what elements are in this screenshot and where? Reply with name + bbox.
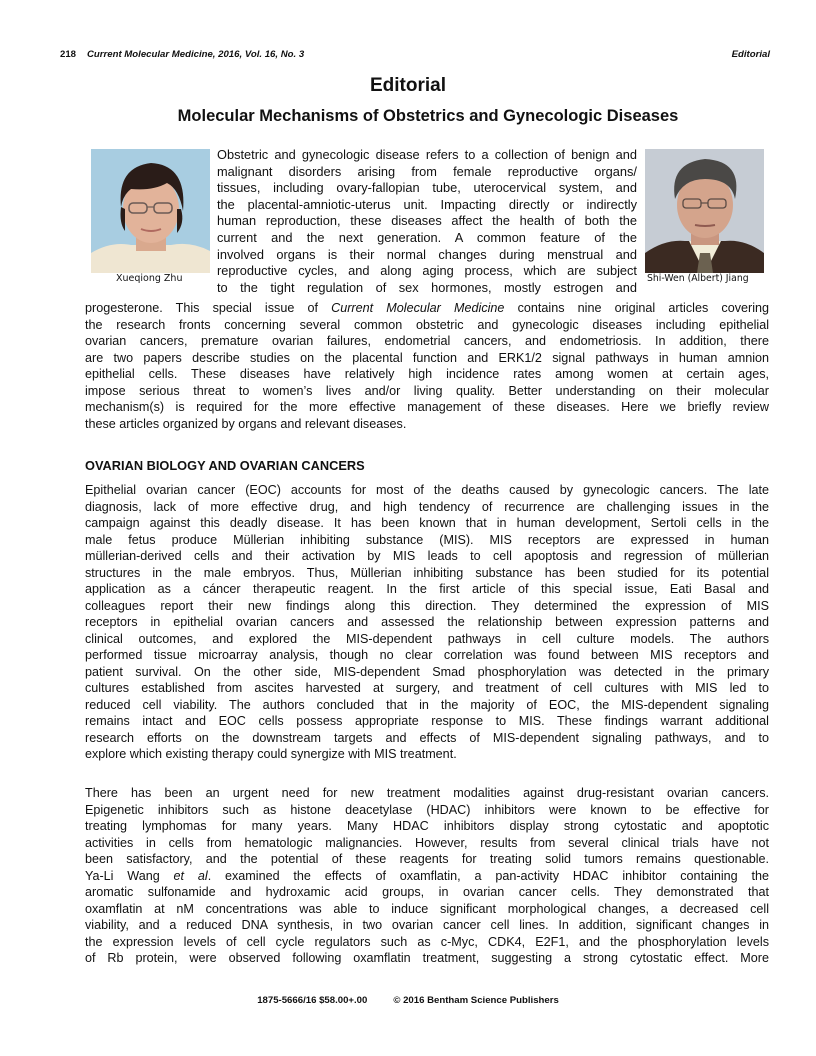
journal-name-italic: Current Molecular Medicine bbox=[331, 301, 505, 315]
intro-paragraph-wrapped bbox=[217, 147, 637, 296]
portrait-photo-icon bbox=[91, 149, 210, 273]
text-line: mechanism(s) is required for the more effective management of these diseases. Here we briefly review bbox=[85, 400, 769, 414]
text-line: oxamflatin at nM concentrations was able to induce significant morphological changes, a decreased cell bbox=[85, 901, 769, 916]
text-line: human reproduction, these diseases affect the health of both the bbox=[217, 213, 637, 229]
journal-citation: Current Molecular Medicine, 2016, Vol. 16, No. 3 bbox=[87, 49, 305, 60]
section-label: Editorial bbox=[731, 49, 770, 60]
text-line: epithelial cells. These diseases have relatively high incidence rates among women at certain ages, bbox=[85, 367, 769, 381]
text-line: receptors in epithelial ovarian cancers and assessed the relationship between expression patterns and bbox=[85, 615, 769, 629]
author-photo-left bbox=[91, 149, 210, 273]
text-line: patient survival. On the other side, MIS-dependent Smad phosphorylation was detected in the primary bbox=[85, 664, 769, 679]
article-type-title: Editorial bbox=[369, 75, 446, 96]
text-line: been satisfactory, and the potential of these reagents for treating solid tumors remains questionable. bbox=[85, 852, 769, 866]
text-line: reproductive cycles, and along aging process, which are subject bbox=[217, 263, 637, 279]
text-line: remains intact and EOC cells possess appropriate response to MIS. These findings warrant additional bbox=[85, 714, 769, 728]
text-line: application as a cáncer therapeutic reagent. In the first article of this special issue, Eati Basal and bbox=[85, 582, 769, 596]
paragraph-eoc-mis bbox=[85, 482, 769, 763]
text-line: treating lymphomas for many years. Many HDAC inhibitors display strong cytostatic and apoptotic bbox=[85, 819, 769, 833]
text-run: contains nine original articles covering bbox=[504, 301, 769, 315]
text-line: ovarian cancers, premature ovarian failures, endometrial cancers, and endometriosis. In addition, there bbox=[85, 334, 769, 348]
text-line: male fetus produce Müllerian inhibiting substance (MIS). MIS receptors are expressed in human bbox=[85, 532, 769, 547]
text-line: current and the next generation. A common feature of the bbox=[217, 229, 637, 245]
intro-paragraph-continued bbox=[85, 300, 769, 432]
text-line: impose serious threat to women’s lives and/or living quality. Better understanding on their molecular bbox=[85, 383, 769, 398]
text-line: campaign against this deadly disease. It has been known that in human development, Sertoli cells in the bbox=[85, 516, 769, 530]
text-line: are two papers describe studies on the placental function and ERK1/2 signal pathways in human amnion bbox=[85, 350, 769, 365]
text-line: performed tissue microarray analysis, though no clear correlation was found between MIS receptors and bbox=[85, 648, 769, 662]
text-line: clinical outcomes, and explored the MIS-dependent pathways in cell culture models. The authors bbox=[85, 631, 769, 646]
text-line: colleagues report their new findings along this direction. They determined the expression of MIS bbox=[85, 598, 769, 613]
text-line: structures in the male embryos. Thus, Müllerian inhibiting substance has been studied for its potential bbox=[85, 565, 769, 580]
text-line: of Rb protein, were observed following oxamflatin treatment, suggesting a strong cytostatic effect. More bbox=[85, 951, 769, 965]
paragraph-hdac-oxamflatin bbox=[85, 785, 769, 967]
text-line: activities in cells from hematologic malignancies. However, results from several clinical trials have not bbox=[85, 835, 769, 850]
running-head bbox=[60, 49, 770, 63]
text-run: progesterone. This special issue of bbox=[85, 301, 332, 315]
text-line: tissues, including ovary-fallopian tube, uterocervical system, and bbox=[217, 180, 637, 196]
text-line: cultures established from ascites harvested at surgery, and treatment of cell cultures with MIS led to bbox=[85, 681, 769, 695]
text-line: explore which existing therapy could synergize with MIS treatment. bbox=[85, 747, 457, 761]
text-line: the expression levels of cell cycle regulators such as c-Myc, CDK4, E2F1, and the phosphorylation levels bbox=[85, 934, 769, 949]
et-al-italic: et al bbox=[173, 868, 208, 883]
author-photo-right bbox=[645, 149, 764, 273]
page-number: 218 bbox=[60, 49, 77, 60]
text-line: viability, and a reduced DNA synthesis, in two ovarian cancer cell lines. In addition, significant changes in bbox=[85, 918, 769, 932]
text-line: malignant disorders arising from female reproductive organs/ bbox=[217, 163, 637, 179]
text-line: Epigenetic inhibitors such as histone deacetylase (HDAC) inhibitors were known to be effective for bbox=[85, 802, 769, 817]
text-line bbox=[85, 300, 769, 317]
text-line: aromatic sulfonamide and hydroxamic acid groups, in ovarian cancer cells. They demonstrated that bbox=[85, 885, 769, 899]
text-line: There has been an urgent need for new treatment modalities against drug-resistant ovarian cancers. bbox=[85, 786, 769, 800]
copyright-notice: © 2016 Bentham Science Publishers bbox=[393, 995, 559, 1006]
page-footer bbox=[0, 995, 816, 1006]
text-line: reduced cell viability. The authors concluded that in the majority of EOC, the MIS-dependent signaling bbox=[85, 697, 769, 712]
text-run: Ya-Li Wang bbox=[85, 868, 174, 883]
text-line: the placental-amniotic-uterus unit. Impacting directly or indirectly bbox=[217, 196, 637, 212]
text-line: to the tight regulation of sex hormones, mostly estrogen and bbox=[217, 279, 637, 295]
issn-price: 1875-5666/16 $58.00+.00 bbox=[257, 995, 368, 1006]
text-line bbox=[85, 868, 769, 885]
text-line: Obstetric and gynecologic disease refers to a collection of benign and bbox=[217, 147, 637, 162]
text-line: diagnosis, lack of more effective drug, and high tendency of recurrence are challenging issues in the bbox=[85, 499, 769, 514]
text-line: müllerian-derived cells and their activation by MIS leads to cell apoptosis and regression of müllerian bbox=[85, 549, 769, 563]
text-line: research efforts on the downstream targets and effects of MIS-dependent signaling pathways, and to bbox=[85, 730, 769, 745]
text-line: the research fronts concerning several common obstetric and gynecologic diseases including epithelial bbox=[85, 317, 769, 332]
author-name-right: Shi-Wen (Albert) Jiang bbox=[647, 273, 749, 284]
portrait-photo-icon bbox=[645, 149, 764, 273]
text-line: these articles organized by organs and relevant diseases. bbox=[85, 416, 407, 431]
section-heading: OVARIAN BIOLOGY AND OVARIAN CANCERS bbox=[85, 458, 365, 473]
author-name-left: Xueqiong Zhu bbox=[116, 273, 183, 284]
text-run: . examined the effects of oxamflatin, a pan-activity HDAC inhibitor containing the bbox=[207, 868, 769, 883]
text-line: Epithelial ovarian cancer (EOC) accounts for most of the deaths caused by gynecologic cancers. The late bbox=[85, 483, 769, 497]
text-line: involved organs is their normal changes during menstrual and bbox=[217, 246, 637, 262]
article-title: Molecular Mechanisms of Obstetrics and Gynecologic Diseases bbox=[177, 107, 679, 125]
